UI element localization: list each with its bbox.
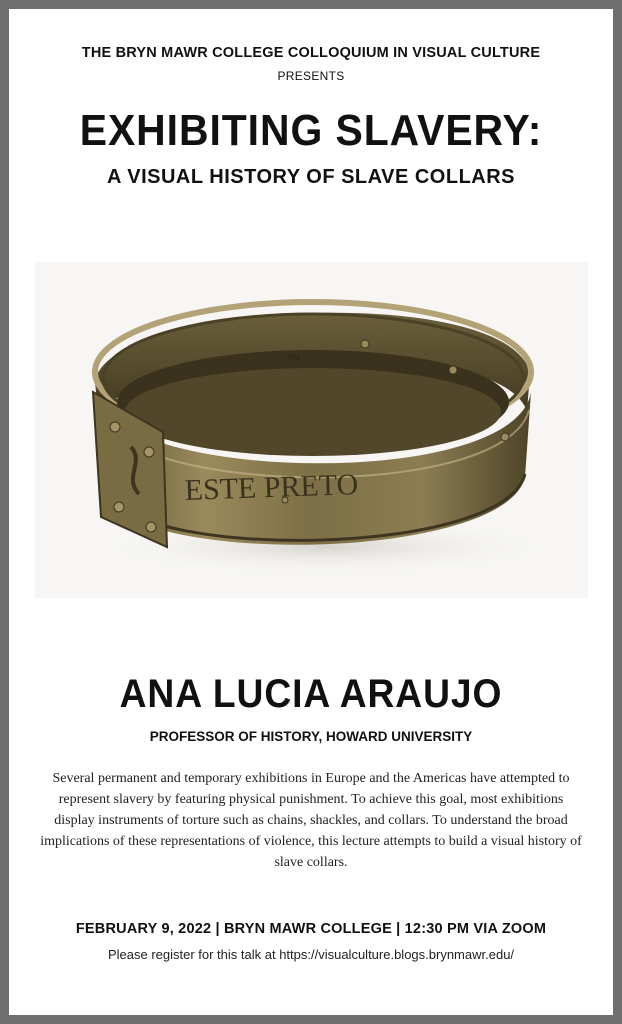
colloquium-series-title: THE BRYN MAWR COLLEGE COLLOQUIUM IN VISUAL CULTURE [81,45,541,61]
collar-stamp-text: des [287,352,301,363]
lecture-abstract: Several permanent and temporary exhibitions in Europe and the Americas have attempted to represent slavery by featuring physical punishment. To achieve this goal, most exhibitions display instruments of torture such as chains, shackles, and collars. To understand the broad implications of these representations of violence, this lecture attempts to build a visual history of slave collars. [40,771,582,870]
slave-collar-photo [35,262,588,598]
collar-illustration [35,262,588,598]
presents-label: PRESENTS [277,69,345,83]
lecture-subtitle: A VISUAL HISTORY OF SLAVE COLLARS [106,166,516,188]
speaker-name: ANA LUCIA ARAUJO [119,672,503,716]
speaker-affiliation: PROFESSOR OF HISTORY, HOWARD UNIVERSITY [149,729,473,744]
registration-note: Please register for this talk at https://visualculture.blogs.brynmawr.edu/ [107,947,515,962]
lecture-title: EXHIBITING SLAVERY: [79,106,543,155]
collar-inscription-text: ESTE PRETO [184,467,359,507]
event-details: FEBRUARY 9, 2022 | BRYN MAWR COLLEGE | 12:30 PM VIA ZOOM [75,921,547,937]
event-poster [9,9,613,1015]
